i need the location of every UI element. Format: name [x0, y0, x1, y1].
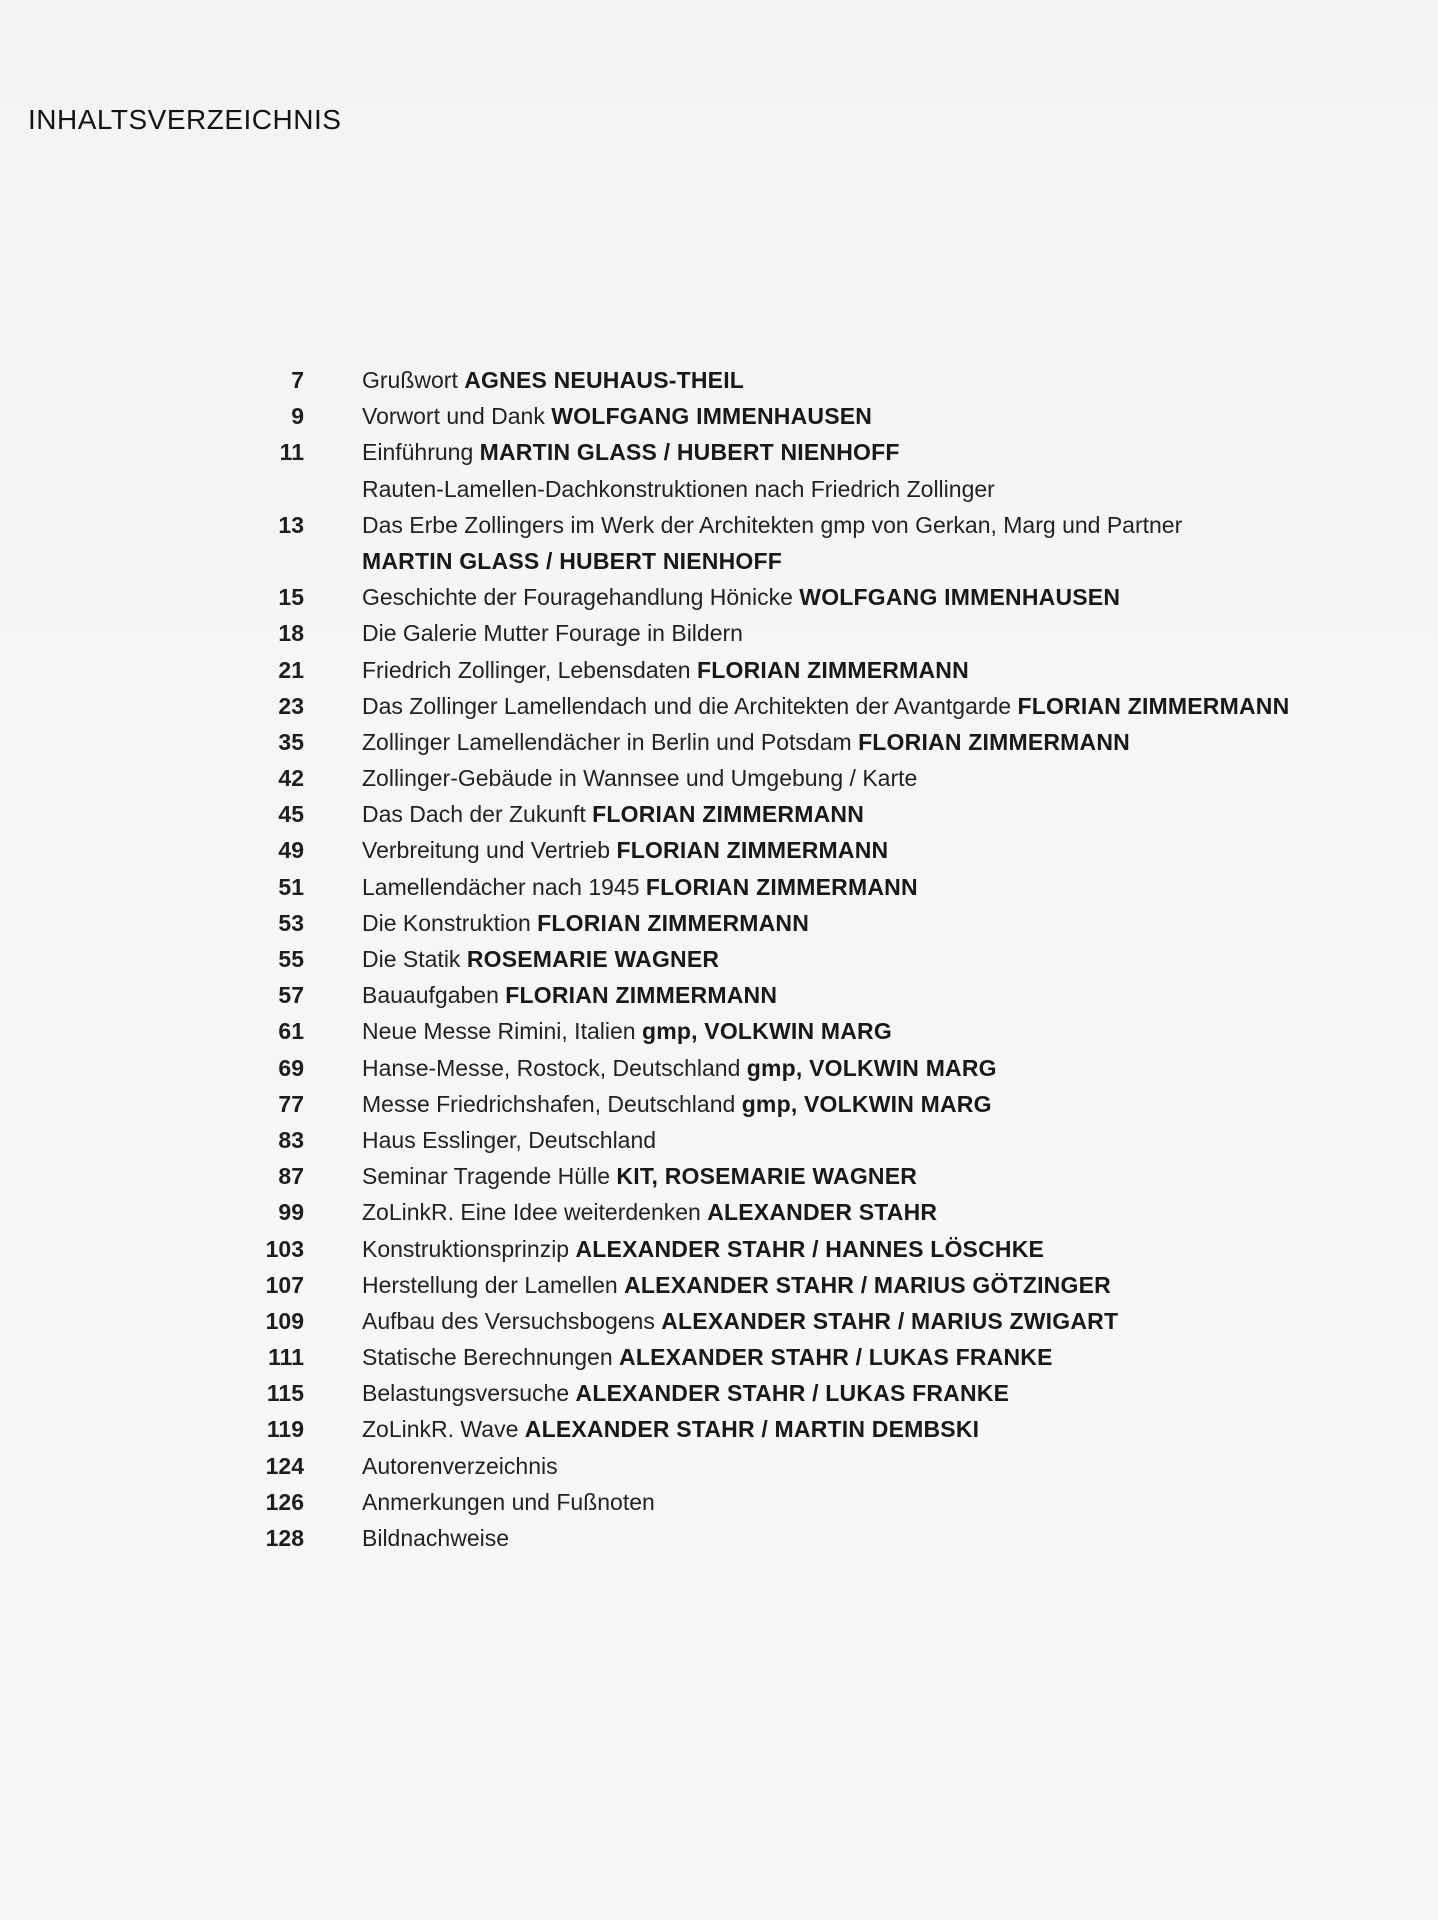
toc-entry-author: gmp, VOLKWIN MARG	[741, 1090, 992, 1117]
toc-entry-author: ALEXANDER STAHR / MARIUS GÖTZINGER	[624, 1271, 1111, 1298]
toc-entry	[240, 657, 1400, 693]
toc-entry-title: Lamellendächer nach 1945	[362, 873, 640, 900]
toc-entry-author: MARTIN GLASS / HUBERT NIENHOFF	[479, 439, 900, 466]
toc-entry-text	[362, 765, 917, 792]
toc-entry-title: Konstruktionsprinzip	[362, 1235, 570, 1262]
toc-entry	[240, 910, 1400, 946]
toc-entry	[240, 620, 1400, 656]
toc-entry-title: Herstellung der Lamellen	[362, 1271, 618, 1298]
toc-entry-text	[362, 1489, 655, 1516]
toc-entry-text	[362, 1272, 1111, 1299]
toc-entry	[240, 765, 1400, 801]
toc-entry-author: FLORIAN ZIMMERMANN	[696, 656, 969, 683]
toc-entry-text	[362, 1163, 917, 1190]
toc-entry-title: Die Statik	[362, 946, 461, 972]
toc-page-number: 18	[278, 620, 304, 647]
toc-page-number: 51	[278, 873, 304, 900]
toc-entry-text	[362, 874, 918, 901]
toc-entry	[240, 946, 1400, 982]
toc-entry-text	[362, 657, 969, 684]
toc-page-number: 107	[265, 1271, 304, 1298]
toc-entry-title: Rauten-Lamellen-Dachkonstruktionen nach Friedrich Zollinger	[362, 475, 995, 502]
toc-entry-text	[362, 367, 744, 394]
toc-entry	[240, 1272, 1400, 1308]
toc-entry-title: Die Konstruktion	[362, 909, 531, 936]
toc-page-number: 126	[265, 1488, 304, 1515]
toc-page-number: 21	[278, 656, 304, 683]
toc-entry-title: Zollinger-Gebäude in Wannsee und Umgebung / Karte	[362, 765, 918, 792]
toc-entry-author: WOLFGANG IMMENHAUSEN	[551, 403, 873, 430]
toc-entry-text	[362, 1344, 1053, 1371]
toc-entry-title: Haus Esslinger, Deutschland	[362, 1126, 657, 1153]
toc-entry	[240, 1163, 1400, 1199]
toc-entry-text	[362, 910, 809, 937]
toc-page-number: 9	[291, 403, 304, 430]
toc-entry-text	[362, 693, 1289, 720]
toc-entry-text	[362, 801, 864, 828]
toc-entry	[240, 1055, 1400, 1091]
toc-page-number: 23	[278, 692, 304, 719]
toc-page-number: 69	[278, 1054, 304, 1081]
toc-entry-title: Bildnachweise	[362, 1525, 510, 1551]
toc-entry-text	[362, 729, 1130, 756]
toc-entry-author: AGNES NEUHAUS-THEIL	[464, 367, 745, 393]
toc-page-number: 87	[278, 1163, 304, 1190]
toc-page-number: 128	[265, 1525, 304, 1551]
toc-entry-title: Seminar Tragende Hülle	[362, 1163, 611, 1190]
toc-entry	[240, 693, 1400, 729]
toc-entry-text	[362, 1525, 509, 1552]
toc-list	[240, 367, 1400, 1561]
toc-entry-author: FLORIAN ZIMMERMANN	[537, 909, 810, 936]
toc-entry	[240, 1380, 1400, 1416]
toc-entry-text	[362, 837, 888, 864]
toc-entry	[240, 1236, 1400, 1272]
toc-entry-title: Statische Berechnungen	[362, 1344, 613, 1371]
toc-entry-title: ZoLinkR. Eine Idee weiterdenken	[362, 1199, 701, 1226]
toc-entry	[240, 874, 1400, 910]
toc-entry-text	[362, 548, 782, 575]
toc-entry-title: Geschichte der Fouragehandlung Hönicke	[362, 584, 793, 611]
toc-entry-title: Das Erbe Zollingers im Werk der Architekten gmp von Gerkan, Marg und Partner	[362, 511, 1183, 538]
toc-entry-text	[362, 1308, 1118, 1335]
toc-entry-author: FLORIAN ZIMMERMANN	[616, 837, 889, 864]
toc-entry-author: gmp, VOLKWIN MARG	[746, 1054, 997, 1081]
toc-page-number: 111	[268, 1344, 304, 1371]
toc-page-number: 15	[278, 584, 304, 611]
toc-page-number: 11	[279, 439, 304, 466]
toc-entry-text	[362, 946, 719, 973]
toc-entry-text	[362, 1018, 892, 1045]
toc-entry-author: ALEXANDER STAHR	[707, 1199, 938, 1226]
toc-entry-author: FLORIAN ZIMMERMANN	[645, 873, 918, 900]
toc-entry-author: gmp, VOLKWIN MARG	[641, 1018, 892, 1045]
toc-entry	[240, 476, 1400, 512]
toc-page-number: 13	[278, 511, 304, 538]
toc-entry-title: Einführung	[362, 439, 474, 466]
toc-entry-title: Autorenverzeichnis	[362, 1452, 558, 1479]
toc-entry-text	[362, 403, 872, 430]
toc-entry-title: Messe Friedrichshafen, Deutschland	[362, 1090, 736, 1117]
toc-entry	[240, 1489, 1400, 1525]
toc-entry-text	[362, 1453, 558, 1480]
toc-entry-author: ALEXANDER STAHR / MARIUS ZWIGART	[661, 1307, 1119, 1334]
toc-entry-text	[362, 512, 1182, 539]
toc-entry	[240, 801, 1400, 837]
toc-page-number: 42	[278, 765, 304, 792]
toc-entry-title: Zollinger Lamellendächer in Berlin und Potsdam	[362, 728, 852, 755]
toc-page-number: 45	[278, 801, 304, 828]
toc-entry-text	[362, 1091, 992, 1118]
toc-entry-author: ALEXANDER STAHR / HANNES LÖSCHKE	[575, 1235, 1045, 1262]
toc-entry	[240, 439, 1400, 475]
toc-entry-text	[362, 1055, 997, 1082]
toc-entry	[240, 1308, 1400, 1344]
toc-entry	[240, 584, 1400, 620]
toc-entry-title: Hanse-Messe, Rostock, Deutschland	[362, 1054, 741, 1081]
toc-entry	[240, 367, 1400, 403]
toc-page-number: 99	[278, 1199, 304, 1226]
toc-entry	[240, 1018, 1400, 1054]
toc-entry	[240, 837, 1400, 873]
toc-entry-title: Vorwort und Dank	[362, 403, 545, 430]
toc-entry	[240, 982, 1400, 1018]
toc-page-number: 124	[265, 1452, 304, 1479]
toc-page-number: 83	[278, 1126, 304, 1153]
toc-page-number: 115	[266, 1380, 304, 1407]
toc-entry-author: ALEXANDER STAHR / LUKAS FRANKE	[619, 1344, 1053, 1371]
toc-entry-title: Belastungsversuche	[362, 1380, 570, 1407]
toc-entry-author: FLORIAN ZIMMERMANN	[505, 982, 778, 1009]
toc-page-number: 49	[278, 837, 304, 864]
toc-page-number: 109	[265, 1307, 304, 1334]
toc-page-number: 61	[278, 1018, 304, 1045]
toc-entry-text	[362, 1416, 979, 1443]
toc-entry	[240, 1091, 1400, 1127]
toc-entry-author: FLORIAN ZIMMERMANN	[592, 801, 865, 828]
toc-entry	[240, 548, 1400, 584]
toc-page-number: 119	[266, 1416, 304, 1443]
page-heading: INHALTSVERZEICHNIS	[28, 104, 342, 135]
toc-entry-title: Friedrich Zollinger, Lebensdaten	[362, 656, 691, 683]
toc-entry-author: WOLFGANG IMMENHAUSEN	[799, 584, 1121, 611]
toc-entry	[240, 403, 1400, 439]
toc-entry-author: FLORIAN ZIMMERMANN	[1017, 692, 1290, 719]
toc-entry	[240, 1199, 1400, 1235]
toc-entry-title: Bauaufgaben	[362, 982, 499, 1009]
toc-entry	[240, 1127, 1400, 1163]
toc-entry-title: ZoLinkR. Wave	[362, 1416, 519, 1443]
toc-entry	[240, 1344, 1400, 1380]
toc-entry-text	[362, 584, 1120, 611]
toc-entry-title: Grußwort	[362, 367, 458, 393]
toc-page-number: 7	[291, 367, 304, 393]
toc-entry-title: Die Galerie Mutter Fourage in Bildern	[362, 620, 743, 647]
toc-page-number: 77	[278, 1090, 304, 1117]
toc-entry-text	[362, 1199, 937, 1226]
toc-page-number: 53	[278, 909, 304, 936]
toc-page-number: 55	[278, 946, 304, 972]
toc-entry-text	[362, 1380, 1009, 1407]
toc-entry-author: ALEXANDER STAHR / MARTIN DEMBSKI	[524, 1416, 980, 1443]
toc-entry-text	[362, 1236, 1044, 1263]
toc-entry-title: Verbreitung und Vertrieb	[362, 837, 611, 864]
toc-entry	[240, 1416, 1400, 1452]
toc-entry-author: FLORIAN ZIMMERMANN	[858, 728, 1130, 755]
toc-page-number: 35	[278, 728, 304, 755]
toc-entry	[240, 1453, 1400, 1489]
toc-entry-author: ROSEMARIE WAGNER	[466, 946, 720, 972]
toc-entry-title: Aufbau des Versuchsbogens	[362, 1307, 655, 1334]
toc-entry-text	[362, 620, 743, 647]
toc-entry	[240, 512, 1400, 548]
toc-entry	[240, 729, 1400, 765]
toc-page-number: 103	[265, 1235, 304, 1262]
toc-entry-author: MARTIN GLASS / HUBERT NIENHOFF	[362, 547, 782, 574]
toc-entry-text	[362, 439, 900, 466]
toc-entry-text	[362, 1127, 656, 1154]
toc-entry-author: ALEXANDER STAHR / LUKAS FRANKE	[575, 1380, 1010, 1407]
toc-entry-text	[362, 982, 777, 1009]
toc-entry-text	[362, 476, 995, 503]
toc-entry-title: Neue Messe Rimini, Italien	[362, 1018, 636, 1045]
toc-entry-title: Das Dach der Zukunft	[362, 801, 586, 828]
toc-entry-title: Anmerkungen und Fußnoten	[362, 1488, 655, 1515]
toc-entry-title: Das Zollinger Lamellendach und die Architekten der Avantgarde	[362, 692, 1012, 719]
toc-entry-author: KIT, ROSEMARIE WAGNER	[616, 1163, 918, 1190]
toc-page-number: 57	[278, 982, 304, 1009]
toc-entry	[240, 1525, 1400, 1561]
